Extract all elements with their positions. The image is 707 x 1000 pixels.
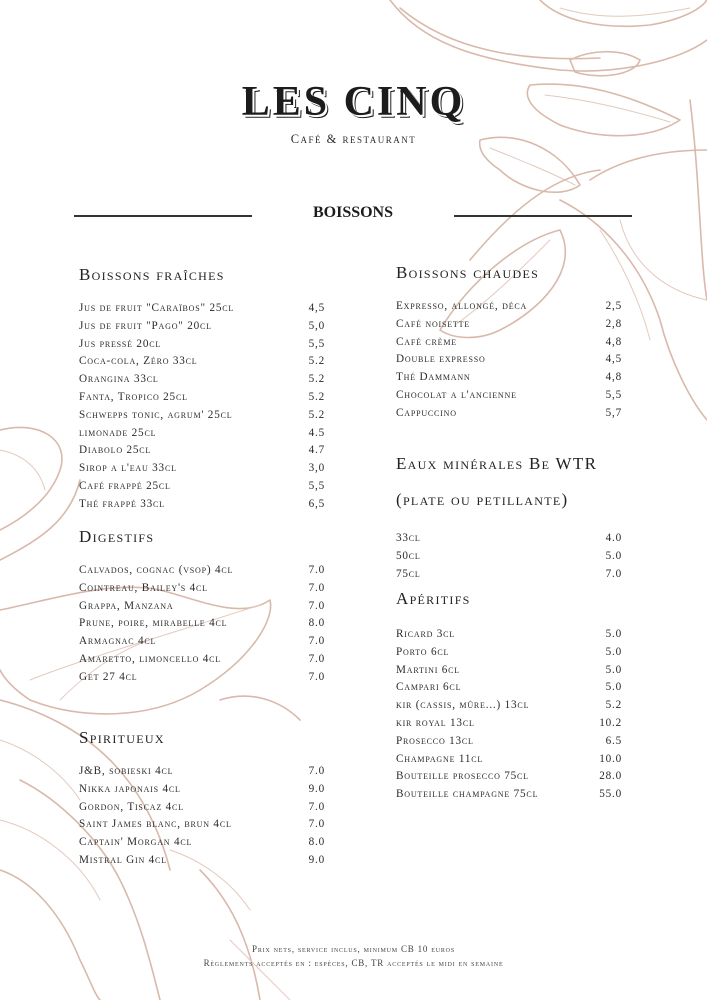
item-price: 4.0 (605, 532, 622, 544)
category-title: Boissons fraîches (79, 265, 225, 284)
item-name: Calvados, cognac (vsop) 4cl (79, 564, 234, 576)
menu-item (396, 768, 622, 786)
item-price: 7.0 (308, 564, 325, 576)
menu-item (396, 751, 622, 769)
menu-item (79, 580, 325, 598)
item-name: Coca-cola, Zéro 33cl (79, 355, 198, 368)
item-price: 6,5 (308, 497, 325, 510)
item-name: Bouteille champagne 75cl (396, 788, 539, 801)
item-price: 7.0 (308, 652, 325, 665)
item-name: Cointreau, Bailey's 4cl (79, 581, 208, 594)
item-price: 5,0 (308, 319, 325, 332)
footer-line-payment: Règlements acceptés en : espèces, CB, TR acceptés le midi en semaine (203, 958, 504, 968)
item-price: 28.0 (599, 770, 622, 783)
menu-item (79, 763, 325, 781)
category-title: Apéritifs (396, 589, 471, 608)
menu-item (396, 715, 622, 733)
item-name: Armagnac 4cl (79, 635, 157, 648)
menu-list (396, 530, 622, 583)
menu-item (79, 496, 325, 514)
item-name: Jus de fruit "Caraïbos" 25cl (79, 302, 235, 314)
item-name: Schwepps tonic, agrum' 25cl (79, 408, 233, 421)
item-price: 5.0 (605, 663, 622, 676)
menu-item (396, 786, 622, 804)
item-price: 5.2 (308, 408, 325, 421)
item-name: kir royal 13cl (396, 716, 475, 729)
item-price: 5.0 (605, 645, 622, 658)
item-name: Champagne 11cl (396, 752, 484, 765)
item-price: 3,0 (308, 462, 325, 475)
item-name: 33cl (396, 532, 421, 544)
item-price: 5,5 (308, 479, 325, 492)
item-name: kir (cassis, mûre...) 13cl (396, 699, 530, 712)
item-price: 10.0 (599, 752, 622, 765)
menu-item (79, 816, 325, 834)
menu-item (79, 460, 325, 478)
menu-item (396, 369, 622, 387)
item-name: Café crème (396, 335, 457, 348)
menu-item (79, 407, 325, 425)
item-price: 8.0 (308, 836, 325, 849)
item-name: Jus de fruit "Pago" 20cl (79, 319, 212, 332)
category-subtitle: (plate ou petillante) (396, 490, 569, 509)
menu-item (396, 298, 622, 316)
item-name: 75cl (396, 567, 421, 580)
menu-item (396, 626, 622, 644)
footer-line-pricing: Prix nets, service inclus, minimum CB 10 euros (252, 944, 455, 954)
item-name: Amaretto, limoncello 4cl (79, 652, 221, 665)
menu-item (79, 852, 325, 870)
menu-item (396, 405, 622, 423)
menu-item (79, 478, 325, 496)
item-price: 5.2 (308, 355, 325, 368)
menu-item (79, 318, 325, 336)
item-name: Thé Dammann (396, 371, 471, 384)
item-name: Martini 6cl (396, 663, 460, 676)
item-price: 4,5 (308, 302, 325, 314)
menu-item (79, 633, 325, 651)
digestifs-section (79, 524, 325, 687)
item-name: Prune, poire, mirabelle 4cl (79, 617, 228, 630)
item-name: limonade 25cl (79, 426, 157, 439)
menu-item (79, 425, 325, 443)
item-name: Jus pressé 20cl (79, 337, 162, 350)
menu-list (79, 300, 325, 514)
item-name: Chocolat a l'ancienne (396, 388, 517, 401)
item-price: 5.2 (605, 699, 622, 712)
item-name: Expresso, allongé, déca (396, 300, 528, 312)
menu-item (79, 781, 325, 799)
menu-item (79, 562, 325, 580)
footer-notes (0, 942, 707, 970)
item-price: 10.2 (599, 716, 622, 729)
item-name: Nikka japonais 4cl (79, 782, 181, 795)
item-name: Thé frappé 33cl (79, 497, 165, 510)
item-name: Double expresso (396, 353, 486, 366)
menu-item (396, 644, 622, 662)
item-name: Diabolo 25cl (79, 444, 152, 457)
section-title: BOISSONS (312, 204, 394, 221)
item-price: 7.0 (308, 818, 325, 831)
item-price: 7.0 (308, 635, 325, 648)
menu-item (396, 662, 622, 680)
item-price: 5.2 (308, 373, 325, 386)
menu-item (396, 387, 622, 405)
category-title: Boissons chaudes (396, 263, 540, 282)
menu-item (79, 442, 325, 460)
item-price: 2,8 (605, 317, 622, 330)
menu-item (79, 300, 325, 318)
item-name: Sirop a l'eau 33cl (79, 462, 177, 475)
category-title: Digestifs (79, 527, 155, 546)
item-name: Campari 6cl (396, 681, 462, 694)
menu-item (79, 615, 325, 633)
menu-item (396, 566, 622, 584)
item-price: 5.2 (308, 390, 325, 403)
item-price: 55.0 (599, 788, 622, 801)
menu-item (79, 669, 325, 687)
boissons-chaudes-section (396, 260, 622, 423)
menu-item (396, 733, 622, 751)
item-price: 7.0 (308, 581, 325, 594)
menu-item (79, 353, 325, 371)
item-name: Gordon, Tiscaz 4cl (79, 800, 184, 813)
brand-header (0, 80, 707, 147)
item-name: Cappuccino (396, 406, 457, 419)
item-price: 6.5 (605, 734, 622, 747)
item-name: Café noisette (396, 317, 470, 330)
item-price: 4,5 (605, 353, 622, 366)
menu-item (79, 651, 325, 669)
item-price: 4,8 (605, 335, 622, 348)
menu-item (79, 834, 325, 852)
menu-item (396, 351, 622, 369)
menu-item (79, 598, 325, 616)
item-price: 9.0 (308, 782, 325, 795)
item-name: Mistral Gin 4cl (79, 853, 167, 866)
menu-item (79, 799, 325, 817)
item-name: Grappa, Manzana (79, 599, 174, 612)
item-name: 50cl (396, 549, 421, 562)
item-price: 5.0 (605, 549, 622, 562)
item-price: 4.5 (308, 426, 325, 439)
menu-item (396, 679, 622, 697)
menu-item (79, 389, 325, 407)
category-title: Eaux minérales Be WTR (396, 454, 598, 473)
item-name: Bouteille prosecco 75cl (396, 770, 529, 783)
item-price: 5,7 (605, 406, 622, 419)
section-header (74, 204, 632, 226)
item-price: 2,5 (605, 300, 622, 312)
spiritueux-section (79, 725, 325, 870)
item-name: Porto 6cl (396, 645, 450, 658)
menu-list (79, 562, 325, 687)
item-price: 7.0 (605, 567, 622, 580)
menu-item (396, 697, 622, 715)
item-price: 5.0 (605, 628, 622, 640)
item-name: Ricard 3cl (396, 628, 455, 640)
item-name: Prosecco 13cl (396, 734, 474, 747)
boissons-fraiches-section (79, 262, 325, 514)
menu-item (396, 334, 622, 352)
item-price: 4.7 (308, 444, 325, 457)
menu-item (79, 371, 325, 389)
item-price: 5,5 (308, 337, 325, 350)
item-name: Captain' Morgan 4cl (79, 836, 193, 849)
menu-item (396, 548, 622, 566)
category-title: Spiritueux (79, 728, 165, 747)
item-price: 7.0 (308, 765, 325, 777)
menu-list (396, 626, 622, 804)
item-price: 7.0 (308, 599, 325, 612)
item-price: 5,5 (605, 388, 622, 401)
menu-item (79, 336, 325, 354)
divider-right (454, 215, 632, 217)
item-price: 5.0 (605, 681, 622, 694)
item-name: Fanta, Tropico 25cl (79, 390, 188, 403)
menu-item (396, 316, 622, 334)
item-name: J&B, sobieski 4cl (79, 765, 174, 777)
restaurant-subtitle: Café & restaurant (290, 132, 417, 146)
item-price: 7.0 (308, 670, 325, 683)
item-name: Get 27 4cl (79, 670, 138, 683)
restaurant-name: LES CINQ (241, 79, 466, 125)
menu-item (396, 530, 622, 548)
item-name: Café frappé 25cl (79, 479, 171, 492)
menu-list (396, 298, 622, 423)
item-price: 9.0 (308, 853, 325, 866)
item-price: 7.0 (308, 800, 325, 813)
aperitifs-section (396, 586, 622, 804)
menu-list (79, 763, 325, 870)
item-price: 4,8 (605, 371, 622, 384)
item-price: 8.0 (308, 617, 325, 630)
eaux-minerales-section (396, 451, 622, 583)
item-name: Orangina 33cl (79, 373, 159, 386)
item-name: Saint James blanc, brun 4cl (79, 818, 232, 831)
